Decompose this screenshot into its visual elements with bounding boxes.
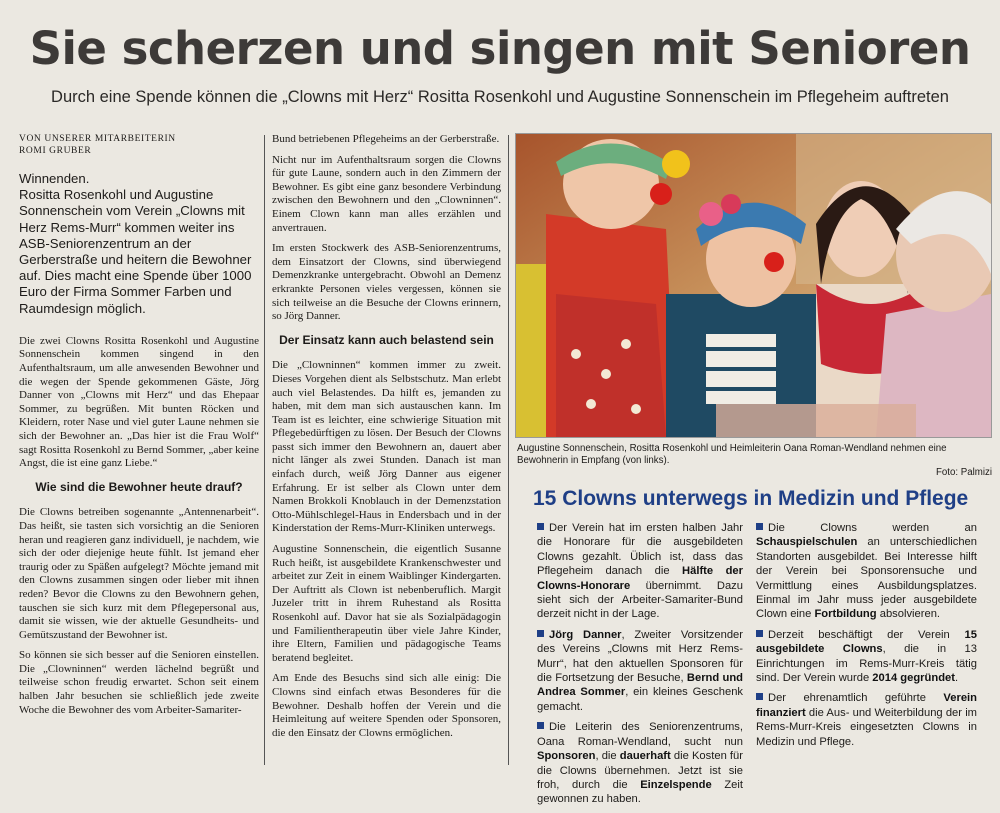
- author-byline: [19, 133, 259, 157]
- info-item: Jörg Danner, Zweiter Vorsitzender des Vereins „Clowns mit Herz Rems-Murr“, hat den aktuellen Sponsoren für die Fortsetzung der Besuche, Bernd und Andrea Sommer, ein kleines Geschenk gemacht.: [537, 628, 744, 713]
- dateline: Winnenden.: [19, 171, 90, 186]
- section-heading: Wie sind die Bewohner heute drauf?: [35, 479, 243, 494]
- body-paragraph: Bund betriebenen Pflegeheims an der Gerberstraße.: [272, 133, 500, 145]
- square-bullet-icon: [537, 722, 544, 729]
- square-bullet-icon: [537, 630, 544, 637]
- info-item: Derzeit beschäftigt der Verein 15 ausgebildete Clowns, die in 13 Einrichtungen im Rems-Murr-Kreis tätig sind. Der Verein wurde 2014 gegründet.: [756, 628, 977, 685]
- article-column-2: [272, 133, 501, 747]
- author-role: VON UNSERER MITARBEITERIN: [19, 134, 176, 144]
- body-paragraph: Die „Clowninnen“ kommen immer zu zweit. Dieses Vorgehen dient als Selbstschutz. Man erlebt auch viel Belastendes. Da hilft es, jemanden zu haben, mit dem man sich austauschen kann. Im Team ist es leichter, eine schwierige Situation mit Pflegebedürftigen zu lösen. Der Besuch der Clowns passt sich immer den Bewohnern an, dauert aber nicht länger als zwei Stunden. Danach ist man einfach durch, weiß Jörg Danner aus eigener Erfahrung. Er ist selber als Clown unter dem Namen Brokkoli Knoblauch in der Demenzstation Otto-Mühlschlegel-Haus in Endersbach und in der Kinderstation der Rems-Murr-Kliniken unterwegs.: [272, 359, 501, 535]
- section-heading: Der Einsatz kann auch belastend sein: [279, 332, 494, 347]
- info-item: Der Verein hat im ersten halben Jahr die Honorare für die ausgebildeten Clowns gezahlt. Üblich ist, dass das Pflegeheim danach die Hälfte der Clowns-Honorare übernimmt. Dazu sieht sich der Arbeiter-Samariter-Bund derzeit nicht in der Lage.: [537, 522, 743, 621]
- caption-text: Augustine Sonnenschein, Rositta Rosenkohl und Heimleiterin Oana Roman-Wendland nehmen eine Bewohnerin in Empfang (von links).: [517, 443, 947, 466]
- body-paragraph: Nicht nur im Aufenthaltsraum sorgen die Clowns für gute Laune, sondern auch in den Zimmern der Bewohner. Es gibt eine ganz besondere Verbindung zwischen den Bewohnern und den „Clowninnen“. Einem Clown kann man alles erzählen und anvertrauen.: [272, 153, 501, 234]
- article-headline: Sie scherzen und singen mit Senioren: [29, 22, 971, 75]
- article-subheadline: Durch eine Spende können die „Clowns mit Herz“ Rositta Rosenkohl und Augustine Sonnenschein im Pflegeheim auftreten: [51, 88, 949, 106]
- info-item: Der ehrenamtlich geführte Verein finanziert die Aus- und Weiterbildung der im Rems-Murr-Kreis eingesetzten Clowns in Medizin und Pflege.: [756, 692, 977, 748]
- body-paragraph: Im ersten Stockwerk des ASB-Seniorenzentrums, dem Einsatzort der Clowns, sind überwiegend Demenzkranke untergebracht. Obwohl an Demenz erkrankte Personen vieles vergessen, können sie sich teilweise an die Besuche der Clowns erinnern, so Jörg Danner.: [272, 242, 501, 323]
- info-box-column-1: [537, 521, 743, 813]
- clowns-photo-illustration: [516, 134, 991, 437]
- square-bullet-icon: [756, 693, 763, 700]
- column-divider: [264, 135, 265, 765]
- photo-credit: Foto: Palmizi: [936, 467, 992, 478]
- square-bullet-icon: [537, 523, 544, 530]
- info-item: Die Leiterin des Seniorenzentrums, Oana Roman-Wendland, sucht nun Sponsoren, die dauerhaft die Kosten für die Clowns übernehmen. Jetzt ist sie froh, durch die Einzelspende Zeit gewonnen zu haben.: [537, 721, 743, 806]
- body-paragraph: Die Clowns betreiben sogenannte „Antennenarbeit“. Das heißt, sie tasten sich vorsichtig an die Senioren heran und reagieren ganz individuell, je nachdem, wie sich der oder diejenige heute fühlt. Ist jemand eher traurig oder zu Späßen aufgelegt? Möchte jemand mit den Clowns zusammen singen oder lieber mit ihnen reden? Bevor die Clowns zu den Bewohnern gehen, tauschen sie sich kurz mit dem Pflegepersonal aus, damit sie wissen, wie der aktuelle Gesundheits- und Gemütszustand der Bewohner ist.: [19, 506, 259, 641]
- lead-paragraph: [19, 171, 259, 317]
- info-item: Die Clowns werden an Schauspielschulen an unterschiedlichen Standorten ausgebildet. Bei Interesse hilft der Verein bei Sponsorensuche und Vermittlung eines Ausbildungsplatzes. Einmal im Jahr muss jeder ausgebildete Clown eine Fortbildung absolvieren.: [756, 522, 977, 621]
- body-paragraph: Am Ende des Besuchs sind sich alle einig: Die Clowns sind einfach etwas Besonderes für die Bewohner. Deshalb hoffen der Verein und die Heimleitung auf weitere Spenden oder Sponsoren, die den Einsatz der Clowns ermöglichen.: [272, 672, 501, 739]
- square-bullet-icon: [756, 630, 763, 637]
- square-bullet-icon: [756, 523, 763, 530]
- info-box-heading: 15 Clowns unterwegs in Medizin und Pflege: [533, 487, 969, 510]
- body-paragraph: So können sie sich besser auf die Senioren einstellen. Die „Clowninnen“ werden lächelnd begrüßt und teilweise schon freudig erwartet. Schon seit einem halben Jahr besuchen sie schließlich jede zweite Woche die Bewohner des vom Arbeiter-Samariter-: [19, 649, 259, 716]
- author-name: ROMI GRUBER: [19, 146, 92, 156]
- body-paragraph: Die zwei Clowns Rositta Rosenkohl und Augustine Sonnenschein kommen singend in den Aufenthaltsraum, um alle anwesenden Bewohner und die wegen der Spende gekommenen Gäste, Jörg Danner von „Clowns mit Herz“ und das Ehepaar Sommer, zu begrüßen. Mit bunten Röcken und Kleidern, roter Nase und viel guter Laune nehmen sie sich der Bewohner an. „Das hier ist die Frau Wolf“ sagt Rositta Rosenkohl zu Bernd Sommer, „aber keine Angst, die ist eine ganz Liebe.“: [19, 334, 259, 470]
- article-column-1: [19, 133, 259, 724]
- lead-text: Rositta Rosenkohl und Augustine Sonnenschein vom Verein „Clowns mit Herz Rems-Murr“ kommen weiter ins ASB-Seniorenzentrum an der Gerberstraße und heitern die Bewohner auf. Dies macht eine Spende über 1000 Euro der Firma Sommer Farben und Raumdesign möglich.: [19, 187, 252, 316]
- info-box-column-2: [756, 521, 977, 755]
- photo-caption: [517, 443, 992, 479]
- article-photo: [515, 133, 992, 438]
- column-divider: [508, 135, 509, 765]
- body-paragraph: Augustine Sonnenschein, die eigentlich Susanne Ruch heißt, ist ausgebildete Krankenschwester und arbeitet zur Zeit in einem Waiblinger Kindergarten. Der Auftritt als Clown ist nebenberuflich. Margit Juzeler tritt in ihrem Ruhestand als Rositta Rosenkohl auf. Davor hat sie als Sozialpädagogin und Familientherapeutin über viele Jahre Kinder, ihre Eltern, Familien und pädagogische Teams beratend begleitet.: [272, 543, 501, 664]
